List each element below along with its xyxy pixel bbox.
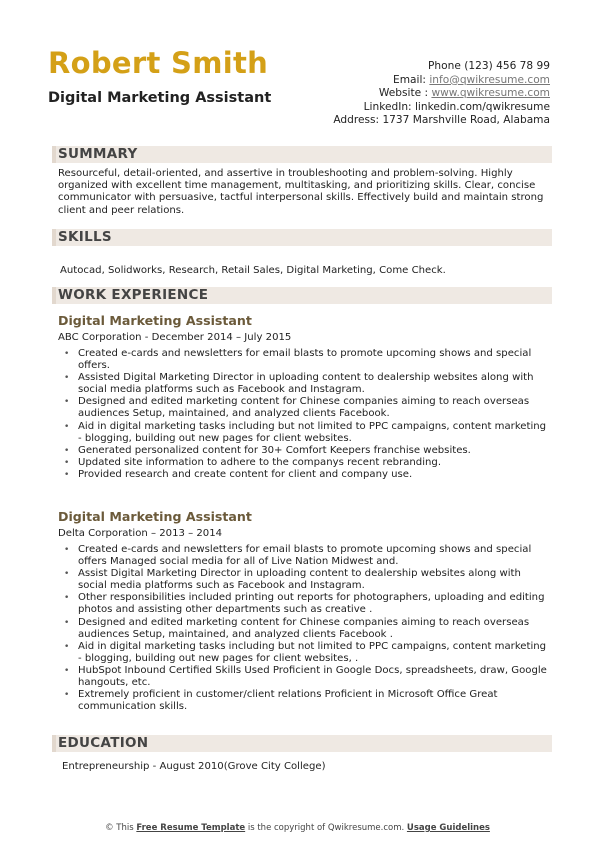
job-bullet: • Assisted Digital Marketing Director in uploading content to dealership websites along with social media platforms such as Facebook and Instagram. xyxy=(58,372,550,396)
job-company-dates: ABC Corporation - December 2014 – July 2015 xyxy=(58,332,292,343)
candidate-role: Digital Marketing Assistant xyxy=(48,90,272,106)
section-accent xyxy=(52,735,56,752)
contact-address: Address: 1737 Marshville Road, Alabama xyxy=(333,114,550,127)
footer xyxy=(0,823,595,833)
job-company-dates: Delta Corporation – 2013 – 2014 xyxy=(58,528,223,539)
summary-text: Resourceful, detail-oriented, and assertive in troubleshooting and problem-solving. Highly organized with excellent time management, multitasking, and prioritizing skills. Clear, concise communicator with persuasive, tactful interpersonal skills. Effectively build and maintain strong client and peer relations. xyxy=(58,168,544,216)
job-bullet: • Other responsibilities included printing out reports for photographers, uploading and editing photos and assisting other departments such as creative . xyxy=(58,592,550,616)
footer-guidelines-link[interactable]: Usage Guidelines xyxy=(406,823,490,833)
job-title: Digital Marketing Assistant xyxy=(58,509,252,524)
section-education-title: EDUCATION xyxy=(58,735,149,751)
footer-prefix: © This xyxy=(105,823,137,833)
section-skills-title: SKILLS xyxy=(58,229,112,245)
job-bullet: • Extremely proficient in customer/client relations Proficient in Microsoft Office Great communication skills. xyxy=(58,689,550,713)
job-bullet: • Designed and edited marketing content for Chinese companies aiming to reach overseas audiences Setup, maintained, and analyzed clients Facebook. xyxy=(58,396,550,420)
job-bullet: • Provided research and create content for client and company use. xyxy=(58,469,550,481)
skills-text: Autocad, Solidworks, Research, Retail Sales, Digital Marketing, Come Check. xyxy=(60,265,446,276)
section-work-title: WORK EXPERIENCE xyxy=(58,287,209,303)
job-bullets xyxy=(58,544,550,713)
job-title: Digital Marketing Assistant xyxy=(58,313,252,328)
contact-website-row xyxy=(333,87,550,101)
job-bullet: • Designed and edited marketing content for Chinese companies aiming to reach overseas audiences Setup, maintained, and analyzed clients Facebook . xyxy=(58,617,550,641)
section-summary-title: SUMMARY xyxy=(58,146,138,162)
section-accent xyxy=(52,287,56,304)
job-bullet: • Created e-cards and newsletters for email blasts to promote upcoming shows and special offers. xyxy=(58,348,550,372)
contact-website-label: Website : xyxy=(378,87,432,100)
job-bullets xyxy=(58,348,550,481)
section-accent xyxy=(52,146,56,163)
job-bullet: • Aid in digital marketing tasks including but not limited to PPC campaigns, content marketing - blogging, building out new pages for client websites, . xyxy=(58,641,550,665)
footer-middle: is the copyright of Qwikresume.com. xyxy=(245,823,407,833)
contact-phone: Phone (123) 456 78 99 xyxy=(428,60,550,72)
section-summary-header xyxy=(52,146,552,163)
job-bullet: • HubSpot Inbound Certified Skills Used Proficient in Google Docs, spreadsheets, draw, Google hangouts, etc. xyxy=(58,665,550,689)
section-education-header xyxy=(52,735,552,752)
footer-template-link[interactable]: Free Resume Template xyxy=(136,823,246,833)
job-bullet: • Created e-cards and newsletters for email blasts to promote upcoming shows and special offers Managed social media for all of Live Nation Midwest and. xyxy=(58,544,550,568)
contact-email-label: Email: xyxy=(393,73,430,86)
contact-email-link[interactable]: info@qwikresume.com xyxy=(429,73,550,86)
candidate-name: Robert Smith xyxy=(48,46,269,80)
contact-block xyxy=(333,60,550,128)
section-skills-header xyxy=(52,229,552,246)
contact-email-row xyxy=(333,74,550,88)
job-bullet: • Updated site information to adhere to the companys recent rebranding. xyxy=(58,457,550,469)
section-accent xyxy=(52,229,56,246)
job-bullet: • Generated personalized content for 30+ Comfort Keepers franchise websites. xyxy=(58,445,550,457)
job-bullet: • Assist Digital Marketing Director in uploading content to dealership websites along with social media platforms such as Facebook and Instagram. xyxy=(58,568,550,592)
section-work-header xyxy=(52,287,552,304)
contact-linkedin: LinkedIn: linkedin.com/qwikresume xyxy=(363,100,550,113)
education-text: Entrepreneurship - August 2010(Grove City College) xyxy=(62,761,326,772)
contact-website-link[interactable]: www.qwikresume.com xyxy=(431,87,550,100)
job-bullet: • Aid in digital marketing tasks including but not limited to PPC campaigns, content marketing - blogging, building out new pages for client websites. xyxy=(58,421,550,445)
